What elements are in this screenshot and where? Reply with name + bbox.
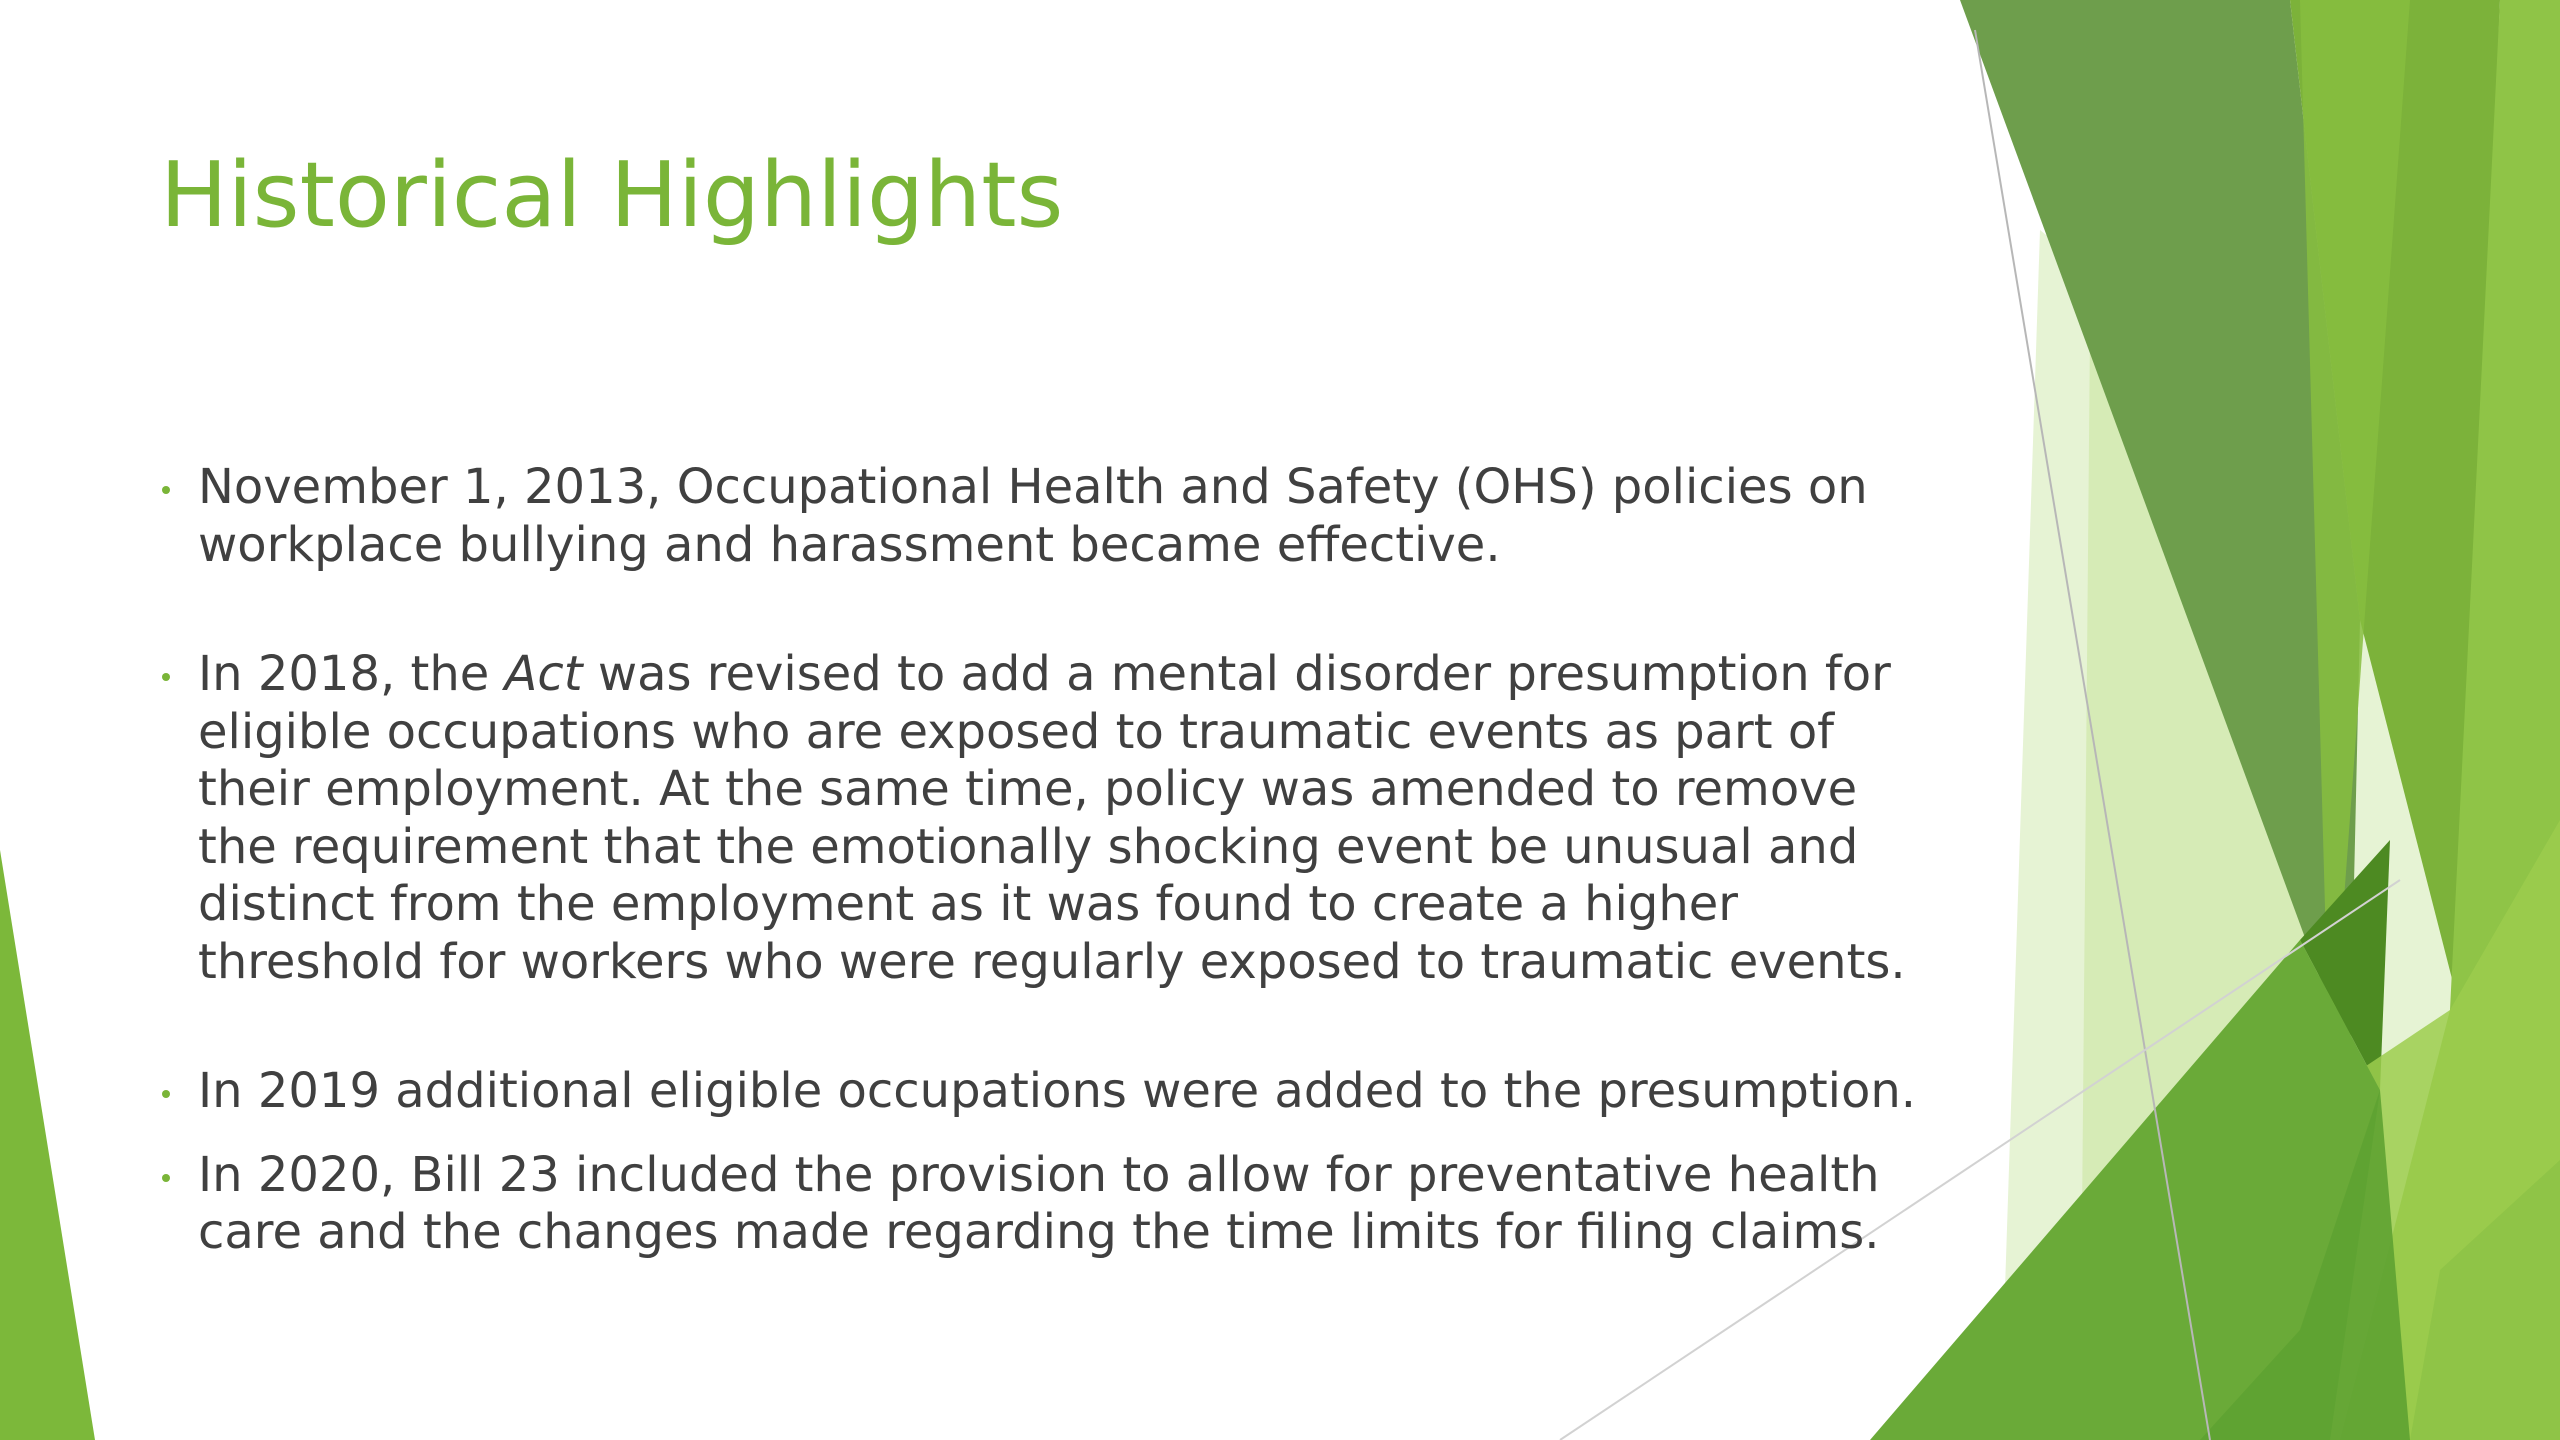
bullet-item-2013 [160,459,1920,574]
bullet-dot-icon [162,1174,170,1182]
left-wedge-shape [0,850,95,1440]
bullet-item-2020 [160,1147,1920,1262]
bullet-text: In 2020, Bill 23 included the provision to allow for preventative health care and the changes made regarding the time limits for filing claims. [198,1146,1880,1260]
bullet-dot-icon [162,1090,170,1098]
bullet-text: November 1, 2013, Occupational Health and Safety (OHS) policies on workplace bullying and harassment became effective. [198,459,1868,573]
bullet-text-after: was revised to add a mental disorder presumption for eligible occupations who are exposed to traumatic events as part of their employment. At the same time, policy was amended to remove the requirement that the emotionally shocking event be unusual and distinct from the employment as it was found to create a higher threshold for workers who were regularly exposed to traumatic events. [198,646,1906,990]
act-italic: Act [504,646,583,702]
bullet-text [198,646,1906,990]
bullet-list [160,459,1920,1262]
bullet-item-2019 [160,1063,1920,1121]
bullet-item-2018 [160,646,1920,991]
bullet-dot-icon [162,486,170,494]
slide-title: Historical Highlights [160,143,1064,248]
bullet-text-before: In 2018, the [198,646,505,702]
bullet-text: In 2019 additional eligible occupations were added to the presumption. [198,1063,1917,1119]
bullet-dot-icon [162,673,170,681]
